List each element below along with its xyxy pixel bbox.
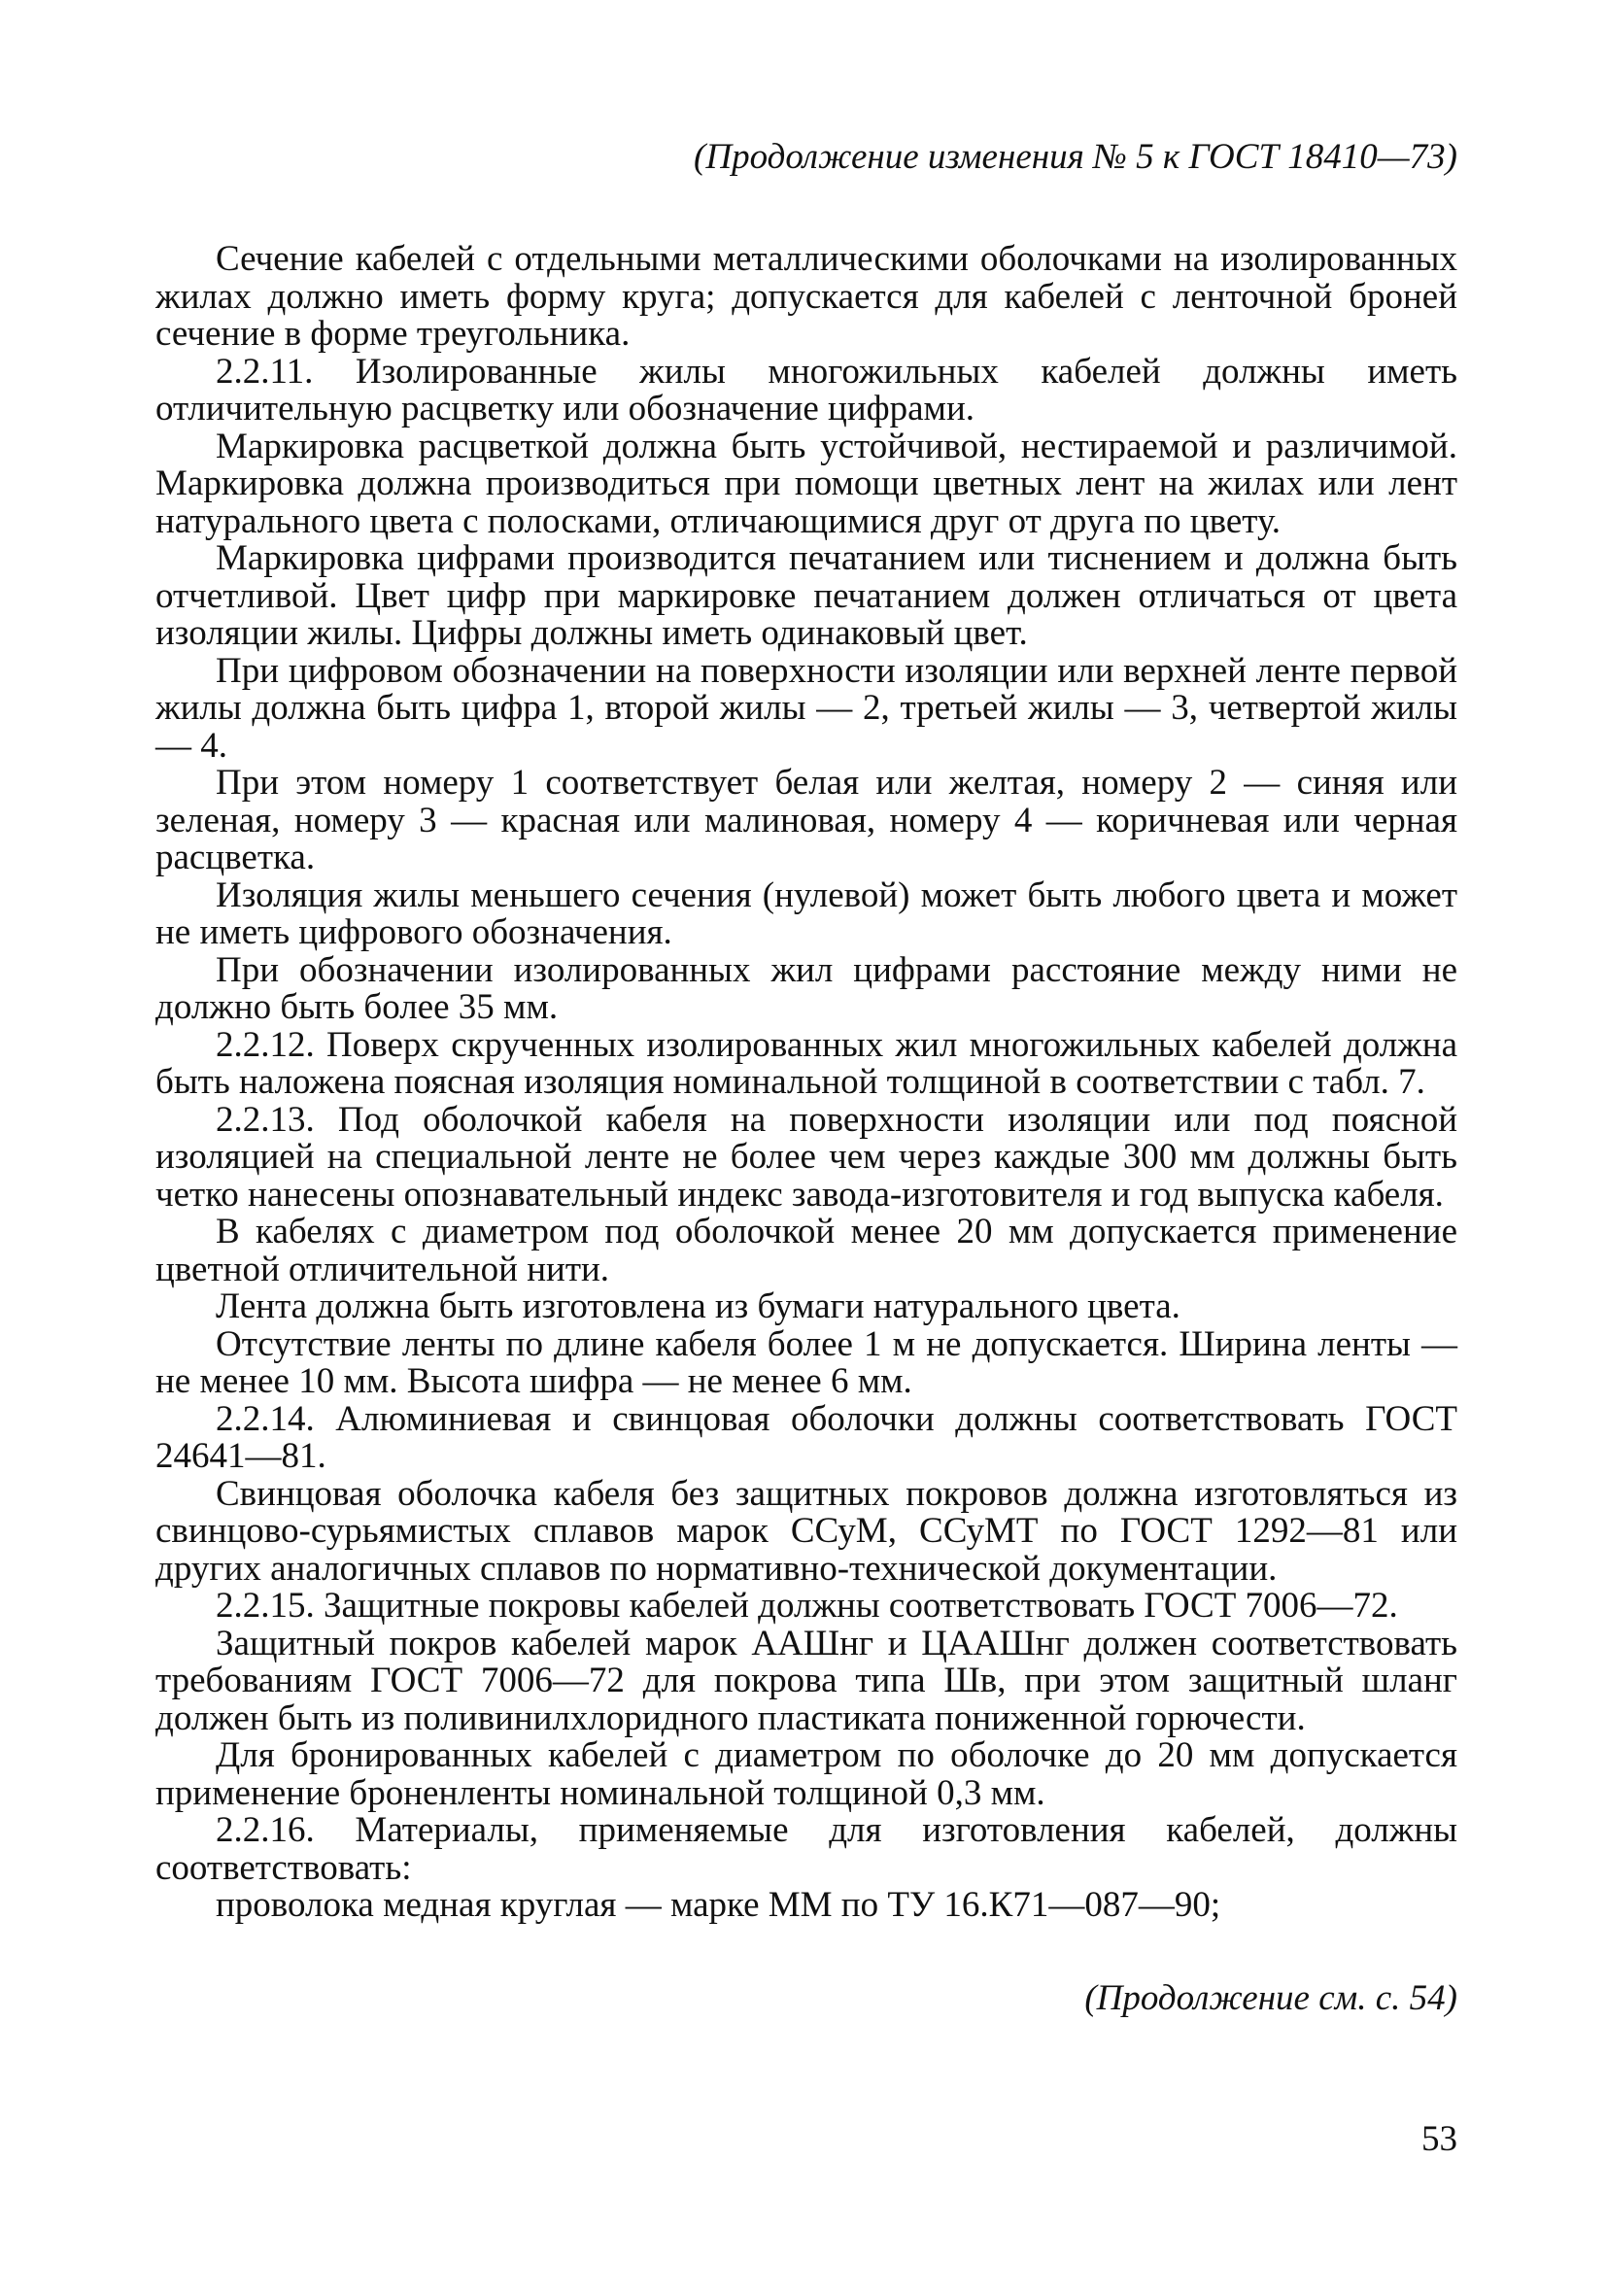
continuation-footer: (Продолжение см. с. 54) xyxy=(1084,1978,1457,2018)
paragraph: В кабелях с диаметром под оболочкой менее 20 мм допускается применение цветной отличительной нити. xyxy=(155,1212,1457,1289)
paragraph: 2.2.15. Защитные покровы кабелей должны соответствовать ГОСТ 7006—72. xyxy=(216,1586,1398,1626)
list-item: проволока медная круглая — марке ММ по ТУ 16.К71—087—90; xyxy=(216,1885,1221,1925)
paragraph: Маркировка цифрами производится печатанием или тиснением и должна быть отчетливой. Цвет цифр при маркировке печатанием должен отличаться от цвета изоляции жилы. Цифры должны иметь одинаковый цвет. xyxy=(155,538,1457,653)
paragraph: 2.2.16. Материалы, применяемые для изготовления кабелей, должны соответствовать: xyxy=(155,1810,1457,1888)
paragraph: Для бронированных кабелей с диаметром по оболочке до 20 мм допускается применение броненленты номинальной толщиной 0,3 мм. xyxy=(155,1735,1457,1813)
paragraph: При этом номеру 1 соответствует белая или желтая, номеру 2 — синяя или зеленая, номеру 3 — красная или малиновая, номеру 4 — коричневая или черная расцветка. xyxy=(155,763,1457,877)
paragraph: Маркировка расцветкой должна быть устойчивой, нестираемой и различимой. Маркировка должна производиться при помощи цветных лент на жилах или лент натурального цвета с полосками, отличающимися друг от друга по цвету. xyxy=(155,426,1457,541)
page-number: 53 xyxy=(1421,2119,1457,2159)
paragraph: 2.2.13. Под оболочкой кабеля на поверхности изоляции или под поясной изоляцией на специальной ленте не более чем через каждые 300 мм должны быть четко нанесены опознавательный индекс завода-изготовителя и год выпуска кабеля. xyxy=(155,1099,1457,1215)
document-page xyxy=(155,136,1457,2274)
paragraph: Отсутствие ленты по длине кабеля более 1 м не допускается. Ширина ленты — не менее 10 мм. Высота шифра — не менее 6 мм. xyxy=(155,1323,1457,1401)
paragraph: Свинцовая оболочка кабеля без защитных покровов должна изготовляться из свинцово-сурьямистых сплавов марок ССуМ, ССуМТ по ГОСТ 1292—81 или других аналогичных сплавов по нормативно-технической документации. xyxy=(155,1473,1457,1589)
body-text xyxy=(155,241,1457,1925)
paragraph: Сечение кабелей с отдельными металлическими оболочками на изолированных жилах должно иметь форму круга; допускается для кабелей с ленточной броней сечение в форме треугольника. xyxy=(155,239,1457,354)
paragraph: 2.2.11. Изолированные жилы многожильных кабелей должны иметь отличительную расцветку или обозначение цифрами. xyxy=(155,351,1457,428)
paragraph: Лента должна быть изготовлена из бумаги натурального цвета. xyxy=(216,1286,1180,1326)
paragraph: 2.2.14. Алюминиевая и свинцовая оболочки должны соответствовать ГОСТ 24641—81. xyxy=(155,1398,1457,1476)
paragraph: При обозначении изолированных жил цифрами расстояние между ними не должно быть более 35 мм. xyxy=(155,949,1457,1027)
paragraph: При цифровом обозначении на поверхности изоляции или верхней ленте первой жилы должна быть цифра 1, второй жилы — 2, третьей жилы — 3, четвертой жилы — 4. xyxy=(155,650,1457,766)
paragraph: 2.2.12. Поверх скрученных изолированных жил многожильных кабелей должна быть наложена поясная изоляция номинальной толщиной в соответствии с табл. 7. xyxy=(155,1024,1457,1102)
paragraph: Изоляция жилы меньшего сечения (нулевой) может быть любого цвета и может не иметь цифрового обозначения. xyxy=(155,874,1457,952)
paragraph: Защитный покров кабелей марок ААШнг и ЦААШнг должен соответствовать требованиям ГОСТ 7006—72 для покрова типа Шв, при этом защитный шланг должен быть из поливинилхлоридного пластиката пониженной горючести. xyxy=(155,1623,1457,1738)
continuation-header: (Продолжение изменения № 5 к ГОСТ 18410—73) xyxy=(694,137,1457,177)
